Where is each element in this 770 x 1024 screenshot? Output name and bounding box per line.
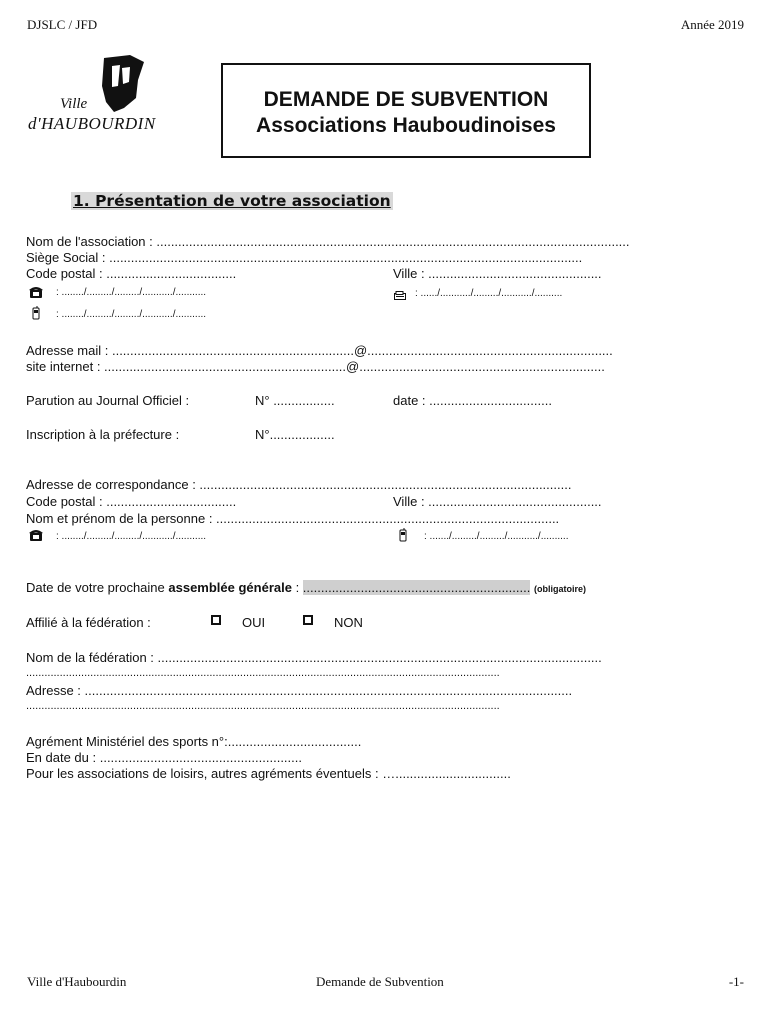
title-box	[221, 63, 591, 158]
label-journal-officiel: Parution au Journal Officiel :	[26, 393, 190, 408]
field-en-date-du[interactable]: En date du : ........................................................	[26, 750, 302, 765]
fax-icon	[394, 291, 406, 300]
title-line1: DEMANDE DE SUBVENTION	[263, 88, 549, 111]
field-ville[interactable]: Ville : ................................................	[393, 266, 602, 281]
footer-left: Ville d'Haubourdin	[27, 974, 127, 989]
footer-page-number: -1-	[728, 974, 744, 989]
field-assemblee-generale[interactable]	[26, 580, 586, 595]
field-mobile-2[interactable]: : ......./........./........./.........../..........	[424, 531, 569, 542]
ag-date-input[interactable]: ...............................................................	[302, 580, 531, 595]
telephone-icon	[29, 285, 43, 298]
field-telephone-2[interactable]: : ......../........./........./.........../...........	[56, 531, 207, 542]
field-adresse-correspondance[interactable]: Adresse de correspondance : .......................................................................................................	[26, 477, 572, 492]
field-jo-date[interactable]: date : ..................................	[393, 393, 552, 408]
field-siege-social[interactable]: Siège Social : ...................................................................................................................................	[26, 250, 583, 265]
field-jo-numero[interactable]: N° .................	[255, 393, 335, 408]
oui-checkbox[interactable]	[211, 615, 221, 625]
field-adresse-federation[interactable]: Adresse : .......................................................................................................................................	[26, 683, 573, 698]
field-code-postal-2[interactable]: Code postal : ....................................	[26, 494, 237, 509]
ag-label: Date de votre prochaine	[26, 580, 169, 595]
field-adresse-cont[interactable]: ...........................................................................................................................................................	[26, 700, 500, 712]
field-nom-personne[interactable]: Nom et prénom de la personne : ...............................................................................................	[26, 511, 560, 526]
field-code-postal[interactable]: Code postal : ....................................	[26, 266, 237, 281]
field-ville-2[interactable]: Ville : ................................................	[393, 494, 602, 509]
header-left: DJSLC / JFD	[27, 17, 98, 32]
field-site-internet[interactable]: site internet : ...................................................................@....................................................................	[26, 359, 605, 374]
field-adresse-mail[interactable]: Adresse mail : ...................................................................@....................................................................	[26, 343, 613, 358]
title-line2: Associations Hauboudinoises	[256, 114, 556, 137]
non-checkbox[interactable]	[303, 615, 313, 625]
field-agrement-sports[interactable]: Agrément Ministériel des sports n°:.....................................	[26, 734, 362, 749]
section-heading: 1. Présentation de votre association	[73, 192, 391, 210]
ag-colon: :	[291, 580, 303, 595]
mobile-phone-icon	[31, 306, 41, 320]
ag-obligatoire: (obligatoire)	[533, 584, 586, 594]
label-non: NON	[334, 615, 363, 630]
field-autres-agrements[interactable]: Pour les associations de loisirs, autres agréments éventuels : …................................	[26, 766, 511, 781]
field-nom-federation[interactable]: Nom de la fédération : ...........................................................................................................................	[26, 650, 602, 665]
field-federation-cont[interactable]: ...........................................................................................................................................................	[26, 667, 500, 679]
footer-center: Demande de Subvention	[316, 974, 444, 989]
mobile-phone-icon	[398, 528, 408, 542]
label-prefecture: Inscription à la préfecture :	[26, 427, 180, 442]
logo-name: d'HAUBOURDIN	[28, 114, 156, 133]
logo-ville: Ville	[60, 96, 88, 112]
ville-logo	[26, 52, 186, 136]
label-oui: OUI	[242, 615, 266, 630]
telephone-icon	[29, 528, 43, 541]
ag-label-bold: assemblée générale	[168, 580, 292, 595]
field-nom-association[interactable]: Nom de l'association : ...................................................................................................................................	[26, 234, 630, 249]
field-telephone[interactable]: : ......../........./........./.........../...........	[56, 287, 207, 298]
field-fax[interactable]: : ....../.........../........./.........../..........	[415, 288, 563, 299]
field-prefecture-numero[interactable]: N°..................	[255, 427, 335, 442]
label-affilie: Affilié à la fédération :	[26, 615, 151, 630]
header-right: Année 2019	[680, 17, 744, 32]
field-mobile[interactable]: : ......../........./........./.........../...........	[56, 309, 207, 320]
